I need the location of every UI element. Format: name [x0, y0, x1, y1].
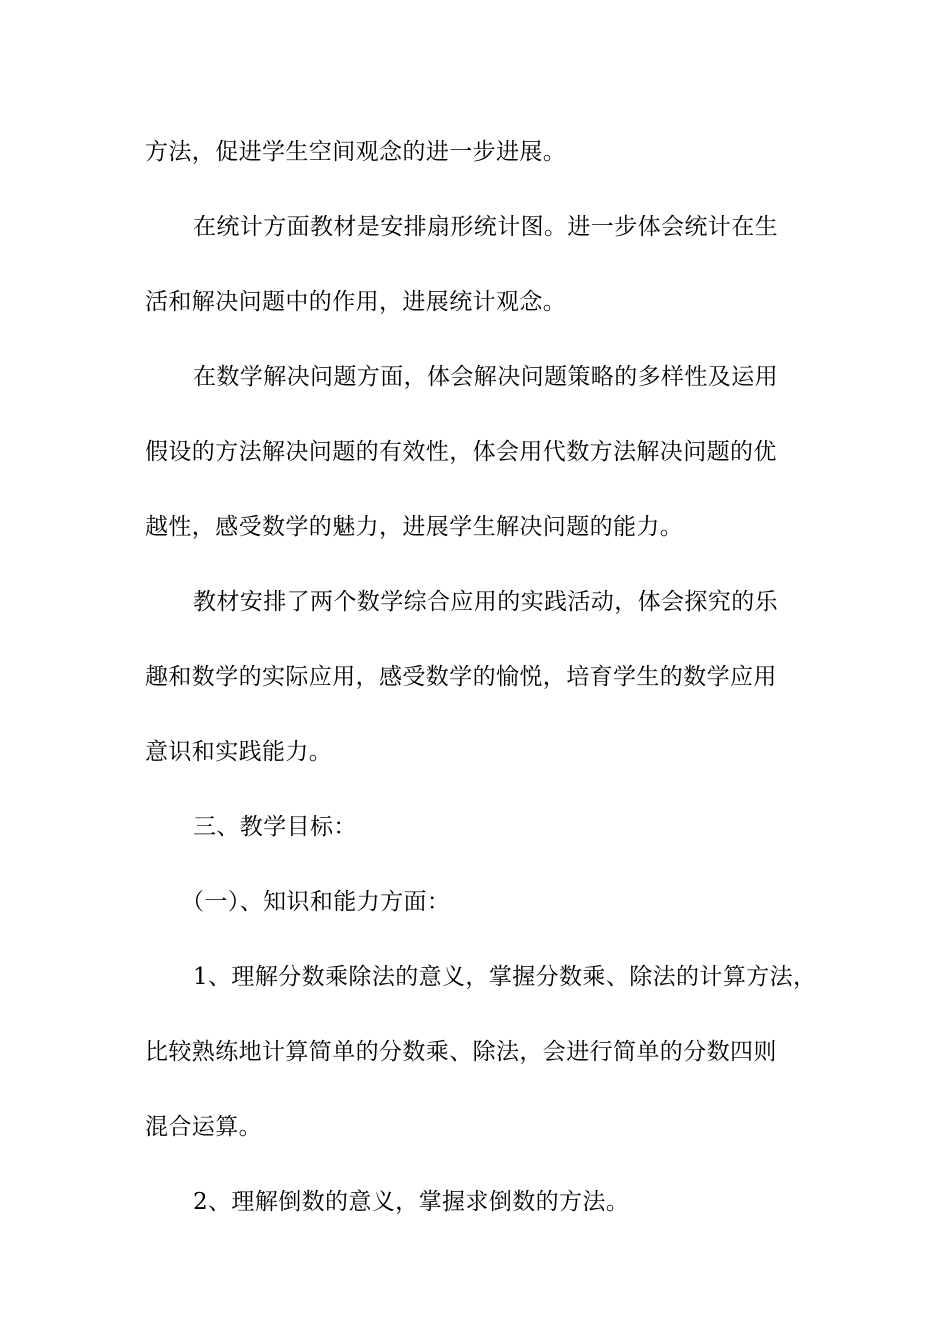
- paragraph-line: 在统计方面教材是安排扇形统计图。进一步体会统计在生: [193, 214, 778, 240]
- paragraph-line: 意识和实践能力。: [145, 739, 333, 765]
- list-item-line: 2、理解倒数的意义，掌握求倒数的方法。: [193, 1189, 630, 1215]
- paragraph-line: 在数学解决问题方面，体会解决问题策略的多样性及运用: [193, 364, 778, 390]
- list-item-line: 比较熟练地计算简单的分数乘、除法，会进行简单的分数四则: [145, 1039, 777, 1065]
- paragraph-line: 假设的方法解决问题的有效性，体会用代数方法解决问题的优: [145, 439, 777, 465]
- list-item-line: 混合运算。: [145, 1114, 262, 1140]
- subsection-heading: （一）、知识和能力方面：: [181, 889, 451, 915]
- section-heading: 三、教学目标：: [193, 814, 357, 840]
- paragraph-line: 越性，感受数学的魅力，进展学生解决问题的能力。: [145, 514, 684, 540]
- list-item-line: 1、理解分数乘除法的意义，掌握分数乘、除法的计算方法，: [193, 964, 817, 990]
- paragraph-line: 趣和数学的实际应用，感受数学的愉悦，培育学生的数学应用: [145, 664, 777, 690]
- paragraph-line: 方法，促进学生空间观念的进一步进展。: [145, 139, 567, 165]
- paragraph-line: 活和解决问题中的作用，进展统计观念。: [145, 289, 567, 315]
- paragraph-line: 教材安排了两个数学综合应用的实践活动，体会探究的乐: [193, 589, 778, 615]
